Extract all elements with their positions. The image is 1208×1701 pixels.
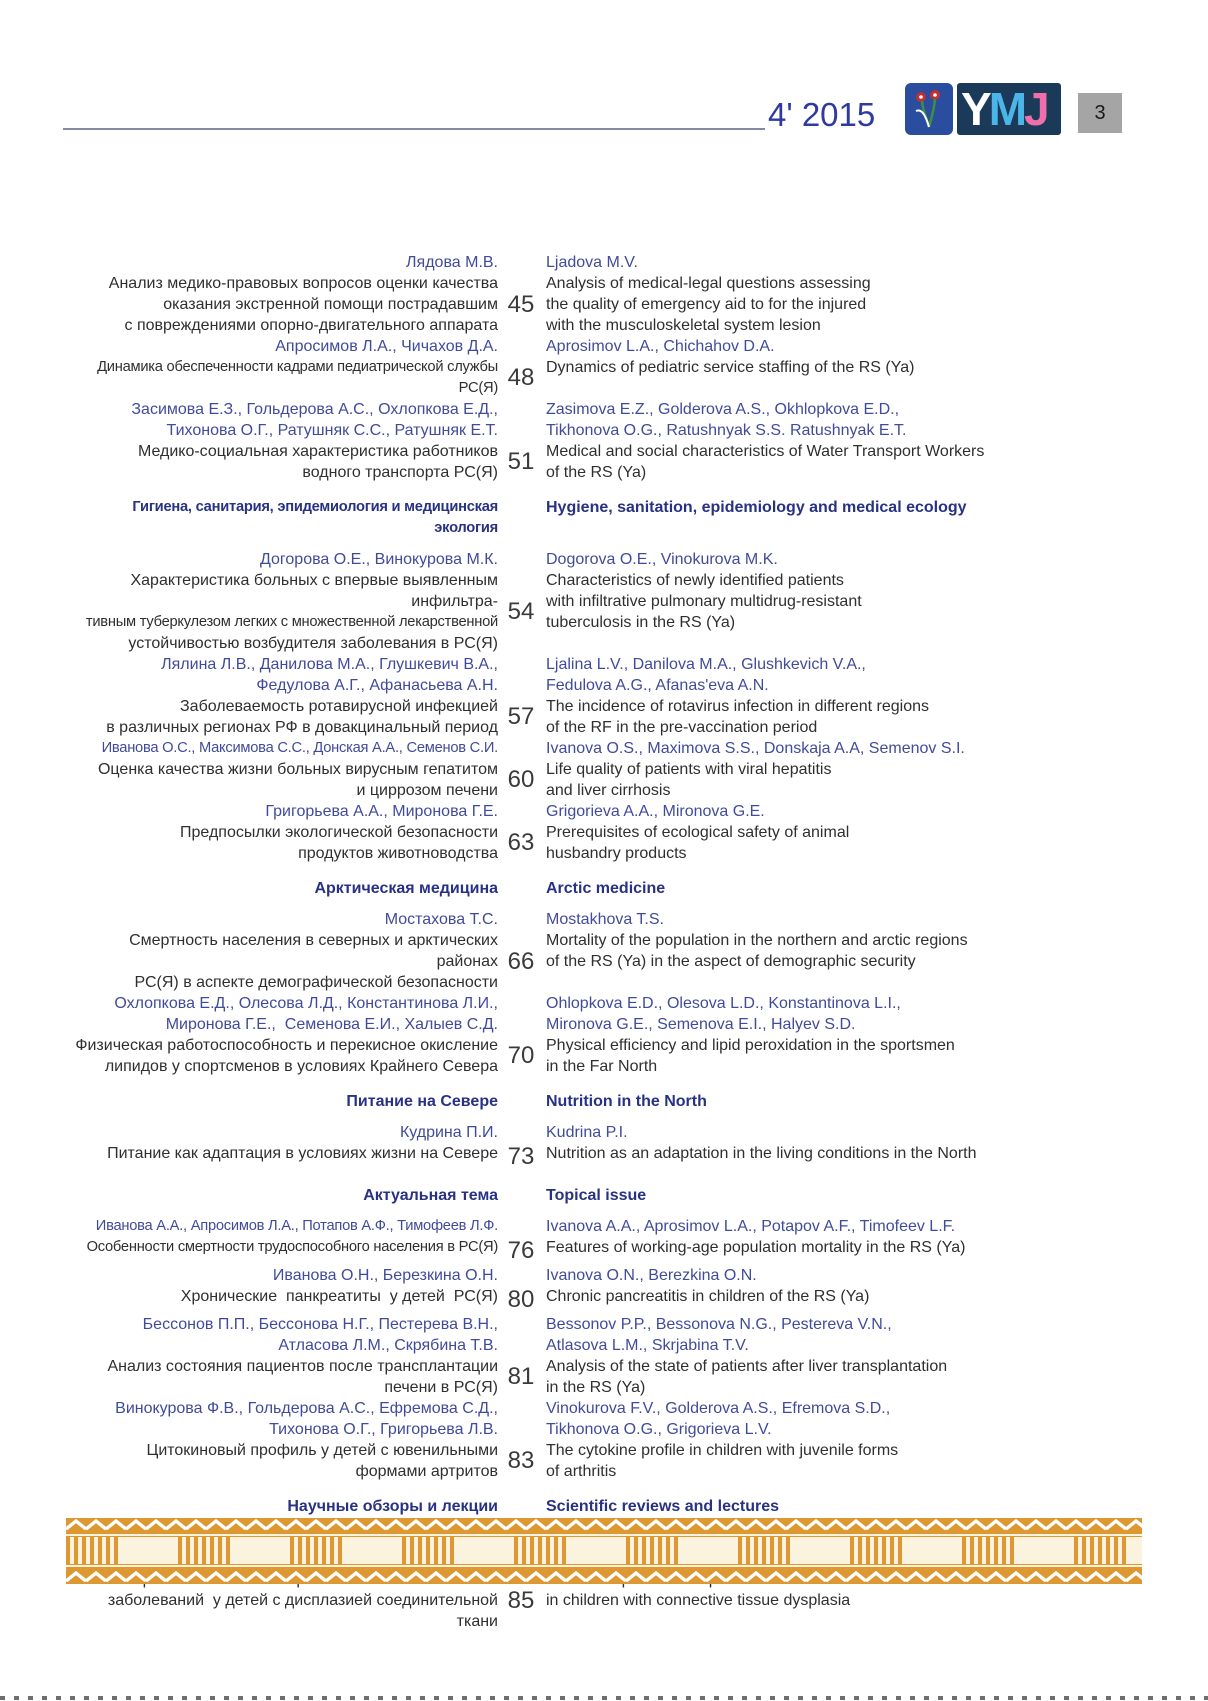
title-line-en: Analysis of medical-legal questions assessing — [546, 275, 871, 292]
author-line-ru: Лядова М.В. — [406, 254, 498, 271]
title-line-ru: формами артритов — [355, 1463, 498, 1480]
logo-letter-y: Y — [961, 83, 989, 135]
section-heading-text-en: Hygiene, sanitation, epidemiology and medical ecology — [546, 499, 967, 516]
section-heading-row — [66, 497, 1146, 539]
section-heading-text-en: Topical issue — [546, 1187, 647, 1204]
authors-en — [544, 1314, 1146, 1356]
authors-ru — [66, 1265, 498, 1286]
title-line-ru: Предпосылки экологической безопасности — [180, 824, 498, 841]
title-ru — [66, 441, 498, 483]
title-line-ru: заболеваний у детей с дисплазией соединительной ткани — [107, 1592, 503, 1630]
entry-title-row — [66, 1143, 1146, 1171]
author-line-en: Grigorieva A.A., Mironova G.E. — [546, 803, 765, 820]
title-line-ru: Анализ медико-правовых вопросов оценки качества — [108, 275, 498, 292]
authors-ru — [66, 801, 498, 822]
authors-spacer — [498, 801, 544, 822]
ornament-pattern — [66, 1518, 1142, 1584]
journal-logo — [905, 82, 1107, 136]
title-ru — [66, 696, 498, 738]
authors-spacer — [498, 738, 544, 759]
author-line-en: Zasimova E.Z., Golderova A.S., Okhlopkova E.D., — [546, 401, 900, 418]
author-line-en: Atlasova L.M., Skrjabina T.V. — [546, 1337, 749, 1354]
title-line-ru: продуктов животноводства — [298, 845, 498, 862]
title-en — [544, 696, 1146, 738]
title-line-en: in the Far North — [546, 1058, 658, 1075]
title-line-ru: тивным туберкулезом легких с множественной лекарственной — [85, 614, 498, 630]
authors-en — [544, 549, 1146, 570]
title-ru — [66, 1143, 498, 1171]
title-line-en: with the musculoskeletal system lesion — [546, 317, 821, 334]
entry-authors-row — [66, 738, 1146, 759]
logo-letter-m: M — [988, 83, 1025, 135]
title-line-en: Prerequisites of ecological safety of animal — [546, 824, 850, 841]
section-heading-text-ru: Научные обзоры и лекции — [287, 1498, 498, 1515]
authors-en — [544, 336, 1146, 357]
title-line-en: in the RS (Ya) — [546, 1379, 646, 1396]
title-line-en: Features of working-age population mortality in the RS (Ya) — [546, 1239, 966, 1256]
entry-page-number: 60 — [507, 766, 535, 793]
title-ru — [66, 357, 502, 399]
title-line-ru: Питание как адаптация в условиях жизни на Севере — [107, 1145, 498, 1162]
title-ru — [66, 273, 498, 336]
authors-spacer — [498, 1314, 544, 1356]
entry-page-number: 76 — [507, 1237, 535, 1264]
title-ru — [66, 1237, 498, 1265]
section-heading-spacer — [498, 1496, 544, 1517]
title-line-en: Medical and social characteristics of Water Transport Workers — [546, 443, 985, 460]
ornament-border — [66, 1518, 1142, 1584]
title-line-en: of arthritis — [546, 1463, 617, 1480]
authors-en — [544, 399, 1146, 441]
author-line-ru: Иванова О.С., Максимова С.С., Донская А.А., Семенов С.И. — [101, 740, 498, 756]
section-heading-en — [544, 1496, 1146, 1517]
title-line-en: of the RF in the pre-vaccination period — [546, 719, 818, 736]
authors-ru — [66, 654, 498, 696]
author-line-ru: Федулова А.Г., Афанасьева А.Н. — [256, 677, 498, 694]
author-line-en: Tikhonova O.G., Grigorieva L.V. — [546, 1421, 772, 1438]
section-heading-text-en: Arctic medicine — [546, 880, 666, 897]
title-line-ru: устойчивостью возбудителя заболевания в РС(Я) — [128, 635, 498, 652]
entry-page-number: 63 — [507, 829, 535, 856]
section-heading-row — [66, 878, 1146, 899]
section-heading-ru — [66, 1496, 498, 1517]
page-bottom-dashes — [0, 1696, 1208, 1700]
title-ru — [66, 1356, 498, 1398]
title-line-en: with infiltrative pulmonary multidrug-resistant — [546, 593, 862, 610]
entry-authors-row — [66, 549, 1146, 570]
author-line-ru: Иванова О.Н., Березкина О.Н. — [272, 1267, 498, 1284]
entry-authors-row — [66, 399, 1146, 441]
authors-ru — [66, 738, 498, 759]
entry-page-number: 70 — [507, 1042, 535, 1069]
authors-ru — [66, 336, 498, 357]
authors-ru — [66, 1314, 498, 1356]
entry-authors-row — [66, 252, 1146, 273]
title-line-ru: липидов у спортсменов в условиях Крайнего Севера — [104, 1058, 498, 1075]
title-en — [544, 1440, 1146, 1482]
title-line-ru: Смертность населения в северных и арктических районах — [129, 932, 503, 970]
authors-en — [544, 801, 1146, 822]
authors-spacer — [498, 1398, 544, 1440]
author-line-en: Ivanova A.A., Aprosimov L.A., Potapov A.F., Timofeev L.F. — [546, 1218, 956, 1235]
entry-page-number: 81 — [507, 1363, 535, 1390]
title-line-ru: и циррозом печени — [356, 782, 498, 799]
author-line-ru: Апросимов Л.А., Чичахов Д.А. — [275, 338, 498, 355]
author-line-ru: Винокурова Ф.В., Гольдерова А.С., Ефремова С.Д., — [115, 1400, 498, 1417]
title-line-en: The incidence of rotavirus infection in different regions — [546, 698, 930, 715]
authors-ru — [66, 252, 498, 273]
title-line-en: husbandry products — [546, 845, 687, 862]
entry-page-number: 85 — [507, 1586, 535, 1614]
issue-label: 4' 2015 — [768, 96, 876, 133]
title-line-en: the quality of emergency aid to for the injured — [546, 296, 867, 313]
author-line-ru: Охлопкова Е.Д., Олесова Л.Д., Константинова Л.И., — [114, 995, 498, 1012]
entry-authors-row — [66, 1314, 1146, 1356]
authors-spacer — [498, 654, 544, 696]
entry-page-number: 45 — [507, 290, 535, 318]
authors-ru — [66, 993, 498, 1035]
title-line-en: tuberculosis in the RS (Ya) — [546, 614, 736, 631]
author-line-en: Dogorova O.E., Vinokurova M.K. — [546, 551, 778, 568]
title-ru — [66, 822, 498, 864]
title-line-ru: Хронические панкреатиты у детей РС(Я) — [180, 1288, 498, 1305]
section-heading-ru — [66, 878, 498, 899]
section-heading-en — [544, 497, 1146, 539]
section-heading-spacer — [498, 878, 544, 899]
entry-page-number: 57 — [507, 703, 535, 730]
entry-title-row — [66, 1356, 1146, 1398]
entry-authors-row — [66, 654, 1146, 696]
entry-title-row — [66, 570, 1146, 654]
authors-spacer — [498, 993, 544, 1035]
entry-authors-row — [66, 336, 1146, 357]
title-line-en: Characteristics of newly identified patients — [546, 572, 844, 589]
entry-page-number: 66 — [507, 947, 535, 975]
page-number-box: 3 — [1078, 93, 1122, 133]
section-heading-text-ru: Питание на Севере — [346, 1093, 498, 1110]
title-en — [544, 930, 1146, 993]
entry-title-row — [66, 696, 1146, 738]
entry-page-number: 80 — [507, 1286, 535, 1313]
author-line-ru: Тихонова О.Г., Ратушняк С.С., Ратушняк Е.Т. — [166, 422, 498, 439]
title-line-ru: Оценка качества жизни больных вирусным гепатитом — [97, 761, 498, 778]
title-en — [544, 273, 1146, 336]
author-line-en: Ljalina L.V., Danilova M.A., Glushkevich V.A., — [546, 656, 866, 673]
title-line-en: and liver cirrhosis — [546, 782, 671, 799]
author-line-ru: Кудрина П.И. — [399, 1124, 498, 1141]
section-heading-spacer — [498, 1091, 544, 1112]
title-en — [544, 1035, 1146, 1077]
entry-page-number: 83 — [507, 1447, 535, 1474]
header-rule — [63, 128, 765, 130]
title-ru — [66, 930, 503, 993]
entry-title-row — [66, 1237, 1146, 1265]
title-line-en: The cytokine profile in children with juvenile forms — [546, 1442, 899, 1459]
section-heading-spacer — [498, 1185, 544, 1206]
authors-ru — [66, 1398, 498, 1440]
author-line-ru: Бессонов П.П., Бессонова Н.Г., Пестерева В.Н., — [142, 1316, 498, 1333]
authors-spacer — [498, 1265, 544, 1286]
section-heading-en — [544, 1091, 1146, 1112]
section-heading-text-ru: Гигиена, санитария, эпидемиология и медицинская экология — [132, 499, 502, 536]
author-line-ru: Лялина Л.В., Данилова М.А., Глушкевич В.А., — [161, 656, 498, 673]
title-en — [544, 822, 1146, 864]
title-ru — [66, 759, 498, 801]
title-line-ru: РС(Я) в аспекте демографической безопасности — [134, 974, 498, 991]
entry-title-row — [66, 822, 1146, 864]
entry-authors-row — [66, 909, 1146, 930]
entry-title-row — [66, 759, 1146, 801]
authors-ru — [66, 549, 498, 570]
authors-en — [544, 1398, 1146, 1440]
authors-ru — [66, 909, 498, 930]
entry-title-row — [66, 441, 1146, 483]
title-line-en: Physical efficiency and lipid peroxidation in the sportsmen — [546, 1037, 955, 1054]
authors-spacer — [498, 336, 544, 357]
author-line-en: Vinokurova F.V., Golderova A.S., Efremova S.D., — [546, 1400, 891, 1417]
entry-title-row — [66, 357, 1146, 399]
emblem-sardana-icon — [905, 83, 953, 135]
author-line-en: Kudrina P.I. — [546, 1124, 628, 1141]
title-ru — [66, 1035, 498, 1077]
entry-title-row — [66, 930, 1146, 993]
title-ru — [66, 1440, 498, 1482]
section-heading-en — [544, 1185, 1146, 1206]
authors-en — [544, 993, 1146, 1035]
authors-en — [544, 738, 1146, 759]
authors-spacer — [498, 549, 544, 570]
authors-ru — [66, 399, 498, 441]
title-line-en: of the RS (Ya) in the aspect of demographic security — [546, 953, 916, 970]
entry-title-row — [66, 1286, 1146, 1314]
title-line-ru: с повреждениями опорно-двигательного аппарата — [124, 317, 498, 334]
entry-page-number: 54 — [507, 598, 535, 625]
title-line-ru: Анализ состояния пациентов после трансплантации — [107, 1358, 498, 1375]
author-line-ru: Атласова Л.М., Скрябина Т.В. — [278, 1337, 498, 1354]
title-en — [544, 1286, 1146, 1314]
authors-en — [544, 909, 1146, 930]
title-en — [544, 759, 1146, 801]
author-line-ru: Мостахова Т.С. — [384, 911, 498, 928]
author-line-ru: Засимова Е.З., Гольдерова А.С., Охлопкова Е.Д., — [131, 401, 498, 418]
title-line-en: in children with connective tissue dysplasia — [546, 1592, 851, 1609]
title-line-ru: Физическая работоспособность и перекисное окисление — [75, 1037, 498, 1054]
title-line-en: Life quality of patients with viral hepatitis — [546, 761, 832, 778]
logo-letter-j: J — [1024, 83, 1047, 135]
entry-title-row — [66, 1440, 1146, 1482]
entry-authors-row — [66, 1122, 1146, 1143]
author-line-en: Mostakhova T.S. — [546, 911, 664, 928]
toc — [66, 252, 1146, 1632]
authors-spacer — [498, 1122, 544, 1143]
title-line-ru: Заболеваемость ротавирусной инфекцией — [180, 698, 498, 715]
author-line-en: Ivanova O.S., Maximova S.S., Donskaja A.A, Semenov S.I. — [546, 740, 965, 757]
author-line-en: Ivanova O.N., Berezkina O.N. — [546, 1267, 757, 1284]
title-ru — [66, 570, 503, 654]
title-en — [544, 1356, 1146, 1398]
section-heading-row — [66, 1185, 1146, 1206]
section-heading-text-ru: Актуальная тема — [363, 1187, 498, 1204]
title-line-ru: Особенности смертности трудоспособного населения в РС(Я) — [86, 1239, 498, 1255]
author-line-en: Ljadova M.V. — [546, 254, 638, 271]
title-en — [544, 441, 1146, 483]
title-line-ru: Динамика обеспеченности кадрами педиатрической службы РС(Я) — [97, 359, 502, 396]
entry-page-number: 48 — [507, 364, 535, 391]
authors-en — [544, 252, 1146, 273]
title-line-en: Chronic pancreatitis in children of the RS (Ya) — [546, 1288, 870, 1305]
title-line-ru: Характеристика больных с впервые выявленным инфильтра- — [130, 572, 503, 610]
title-en — [544, 1237, 1146, 1265]
entry-page-number: 73 — [507, 1143, 535, 1170]
section-heading-ru — [66, 497, 502, 539]
authors-en — [544, 1265, 1146, 1286]
author-line-en: Aprosimov L.A., Chichahov D.A. — [546, 338, 775, 355]
title-en — [544, 1143, 1146, 1171]
authors-spacer — [498, 252, 544, 273]
author-line-ru: Иванова А.А., Апросимов Л.А., Потапов А.Ф., Тимофеев Л.Ф. — [95, 1218, 498, 1234]
title-line-ru: Медико-социальная характеристика работников — [137, 443, 498, 460]
title-line-ru: оказания экстренной помощи пострадавшим — [163, 296, 498, 313]
authors-ru — [66, 1216, 498, 1237]
section-heading-row — [66, 1496, 1146, 1517]
title-line-en: Nutrition as an adaptation in the living conditions in the North — [546, 1145, 977, 1162]
title-line-en: of the RS (Ya) — [546, 464, 647, 481]
authors-en — [544, 1216, 1146, 1237]
section-heading-text-ru: Арктическая медицина — [314, 880, 498, 897]
entry-authors-row — [66, 1265, 1146, 1286]
section-heading-spacer — [498, 497, 544, 539]
title-line-en: Dynamics of pediatric service staffing of the RS (Ya) — [546, 359, 915, 376]
title-line-ru: Цитокиновый профиль у детей с ювенильными — [146, 1442, 498, 1459]
author-line-ru: Тихонова О.Г., Григорьева Л.В. — [269, 1421, 498, 1438]
title-ru — [66, 1286, 498, 1314]
title-line-en: Analysis of the state of patients after liver transplantation — [546, 1358, 948, 1375]
entry-authors-row — [66, 1398, 1146, 1440]
authors-en — [544, 654, 1146, 696]
entry-authors-row — [66, 801, 1146, 822]
title-en — [544, 357, 1146, 399]
section-heading-text-en: Nutrition in the North — [546, 1093, 707, 1110]
author-line-en: Mironova G.E., Semenova E.I., Halyev S.D. — [546, 1016, 856, 1033]
section-heading-ru — [66, 1091, 498, 1112]
authors-en — [544, 1122, 1146, 1143]
author-line-en: Ohlopkova E.D., Olesova L.D., Konstantinova L.I., — [546, 995, 901, 1012]
section-heading-ru — [66, 1185, 498, 1206]
section-heading-text-en: Scientific reviews and lectures — [546, 1498, 779, 1515]
author-line-ru: Григорьева А.А., Миронова Г.Е. — [265, 803, 498, 820]
authors-spacer — [498, 399, 544, 441]
title-line-ru: в различных регионах РФ в довакцинальный период — [106, 719, 498, 736]
section-heading-row — [66, 1091, 1146, 1112]
authors-ru — [66, 1122, 498, 1143]
author-line-ru: Догорова О.Е., Винокурова М.К. — [260, 551, 498, 568]
entry-authors-row — [66, 993, 1146, 1035]
entry-page-number: 51 — [507, 448, 535, 475]
title-line-ru: водного транспорта РС(Я) — [302, 464, 498, 481]
entry-title-row — [66, 1035, 1146, 1077]
authors-spacer — [498, 1216, 544, 1237]
author-line-en: Bessonov P.P., Bessonova N.G., Pestereva V.N., — [546, 1316, 892, 1333]
entry-authors-row — [66, 1216, 1146, 1237]
author-line-en: Tikhonova O.G., Ratushnyak S.S. Ratushnyak E.T. — [546, 422, 907, 439]
authors-spacer — [498, 909, 544, 930]
author-line-en: Fedulova A.G., Afanas'eva A.N. — [546, 677, 769, 694]
title-line-ru: печени в РС(Я) — [384, 1379, 498, 1396]
author-line-ru: Миронова Г.Е., Семенова Е.И., Халыев С.Д. — [165, 1016, 498, 1033]
title-en — [544, 570, 1146, 654]
entry-title-row — [66, 273, 1146, 336]
section-heading-en — [544, 878, 1146, 899]
title-line-en: Mortality of the population in the northern and arctic regions — [546, 932, 968, 949]
